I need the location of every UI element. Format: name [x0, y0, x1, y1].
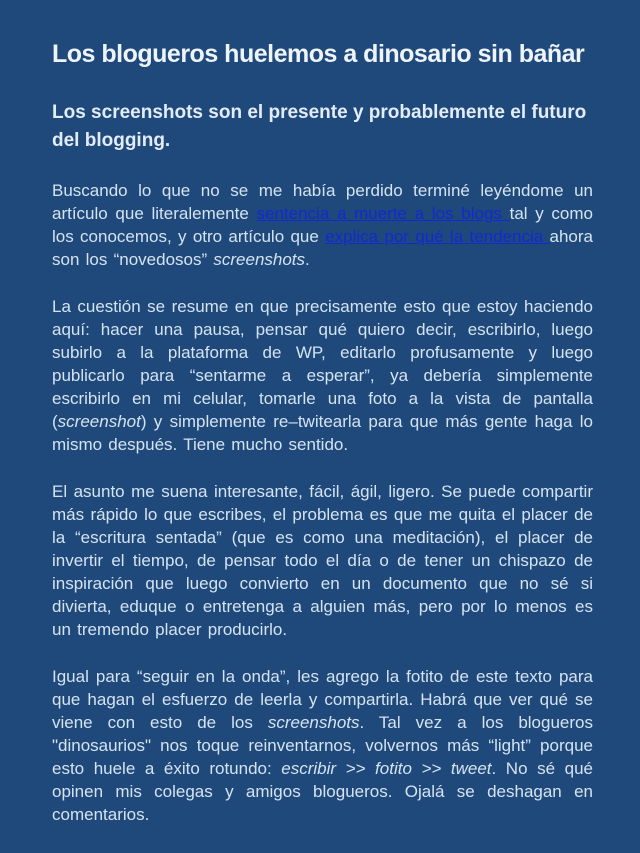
text-run: El asunto me suena interesante, fácil, ágil, ligero. Se puede compartir más rápido lo que escribes, el problema es que me quita el placer de la “escritura sentada” (que es como una meditación), el placer de invertir el tiempo, de pensar todo el día o de tener un chispazo de inspiración que luego convierto en un documento que no sé si divierta, eduque o entretenga a alguien más, pero por lo menos es un tremendo placer producirlo.: [52, 482, 593, 639]
text-run: La cuestión se resume en que precisamente esto que estoy haciendo aquí: hacer una pausa, pensar qué quiero decir, escribirlo, luego subirlo a la plataforma de WP, editarlo profusamente y luego publicarlo para “sentarme a esperar”, ya debería simplemente escribirlo en mi celular, tomarle una foto a la vista de pantalla (: [52, 297, 593, 431]
page-title: Los blogueros huelemos a dinosario sin bañar: [52, 40, 585, 68]
text-run: ahora son los “novedosos”: [52, 227, 593, 269]
italic-text-run: escribir >> fotito >> tweet: [281, 759, 492, 778]
body-paragraphs: [52, 179, 592, 826]
text-run: ) y simplemente re–twitearla para que más gente haga lo mismo después. Tiene mucho sentido.: [52, 412, 593, 454]
italic-text-run: screenshot: [57, 412, 141, 431]
text-run: . No sé qué opinen mis colegas y amigos blogueros. Ojalá se deshagan en comentarios.: [52, 759, 593, 824]
text-run: . Tal vez a los blogueros "dinosaurios" nos toque reinventarnos, volvernos más “light” porque esto huele a éxito rotundo:: [52, 713, 593, 778]
text-run: .: [305, 250, 310, 269]
paragraph: [52, 295, 593, 456]
paragraph: [52, 480, 593, 641]
italic-text-run: screenshots: [213, 250, 306, 269]
subtitle: Los screenshots son el presente y probablemente el futuro del blogging.: [52, 102, 587, 151]
italic-text-run: screenshots: [267, 713, 360, 732]
paragraph: [52, 179, 593, 271]
paragraph: [52, 665, 593, 826]
text-run: Buscando lo que no se me había perdido terminé leyéndome un artículo que literalemente: [52, 181, 593, 223]
text-run: Igual para “seguir en la onda”, les agrego la fotito de este texto para que hagan el esfuerzo de leerla y compartirla. Habrá que ver qué se viene con esto de los: [52, 667, 593, 732]
text-run: tal y como los conocemos, y otro artículo que: [52, 204, 593, 246]
inline-link[interactable]: explica por qué la tendencia: [325, 227, 550, 246]
inline-link[interactable]: sentencia a muerte a los blogs: [256, 204, 510, 223]
